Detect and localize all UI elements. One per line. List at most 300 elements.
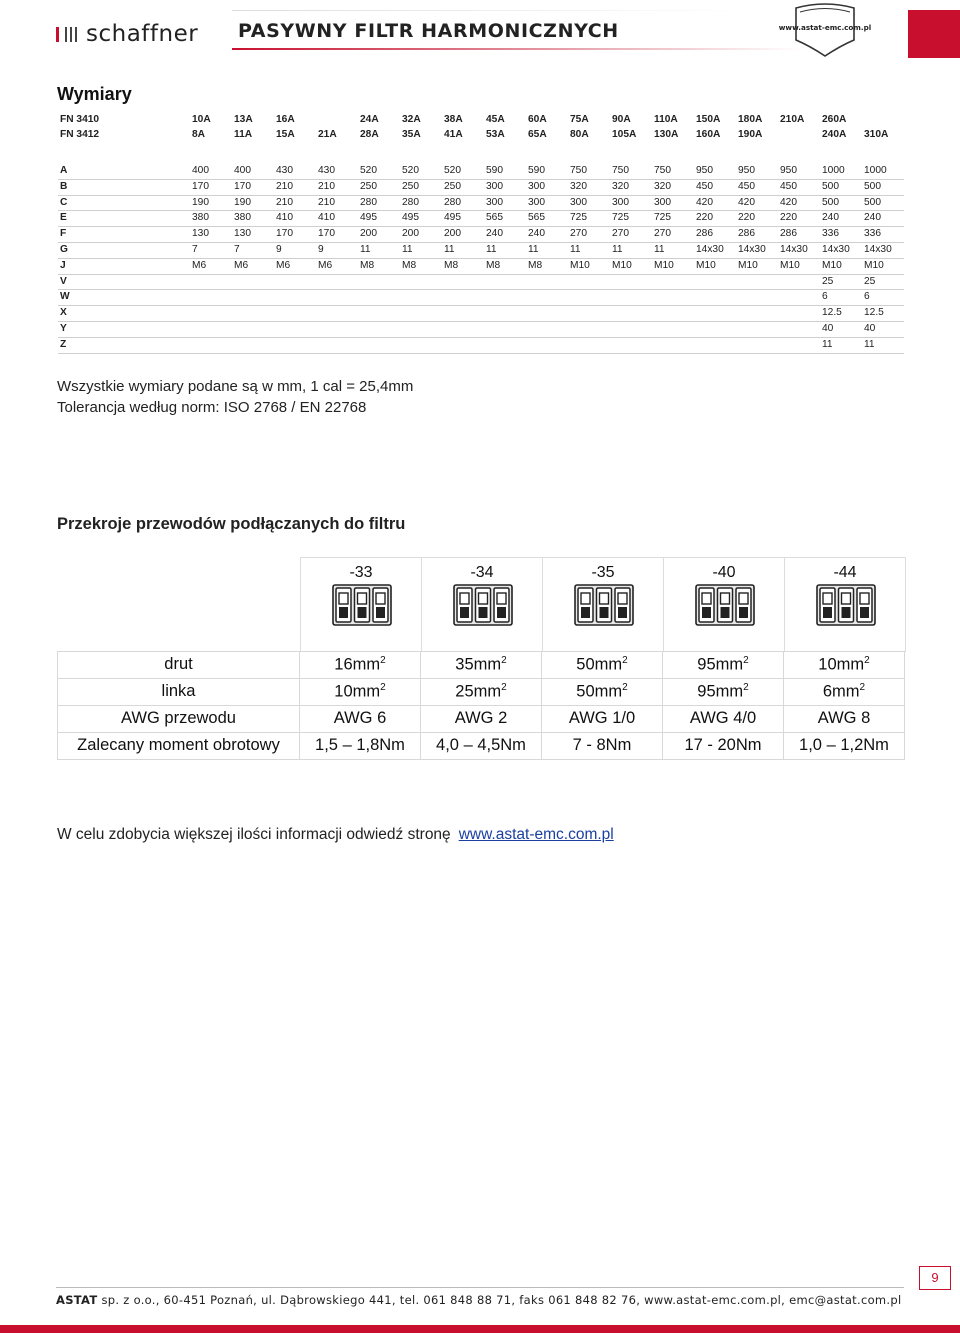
dimension-value <box>652 337 694 353</box>
dimension-value: 12.5 <box>820 306 862 322</box>
value-text: 4,0 – 4,5Nm <box>436 736 526 754</box>
dimension-value: 286 <box>736 227 778 243</box>
dimension-value: M10 <box>568 258 610 274</box>
dimension-value: 14x30 <box>694 242 736 258</box>
terminal-type-cell <box>421 557 542 652</box>
value-text: 16mm <box>334 655 381 674</box>
footer-details: sp. z o.o., 60-451 Poznań, ul. Dąbrowskiego 441, tel. 061 848 88 71, faks 061 848 82 76, www.astat-emc.com.pl, emc@astat.com.pl <box>101 1293 902 1307</box>
dimension-value: M8 <box>400 258 442 274</box>
document-title: PASYWNY FILTR HARMONICZNYCH <box>238 20 619 42</box>
terminal-type-cell <box>663 557 784 652</box>
unit-superscript: 2 <box>501 655 507 666</box>
dimension-value: 450 <box>694 179 736 195</box>
cross-section-value <box>784 706 905 733</box>
dimension-value <box>274 290 316 306</box>
dimension-value <box>358 274 400 290</box>
current-rating <box>316 112 358 127</box>
dimension-value: 520 <box>400 164 442 179</box>
dimension-value: 200 <box>358 227 400 243</box>
unit-superscript: 2 <box>501 682 507 693</box>
dimension-value: 220 <box>778 211 820 227</box>
dimension-value <box>526 290 568 306</box>
badge-text: www.astat-emc.com.pl <box>778 23 872 32</box>
dimension-value: 11 <box>526 242 568 258</box>
dimension-label: J <box>58 258 190 274</box>
current-rating: 240A <box>822 129 847 140</box>
dimension-label: C <box>58 195 190 211</box>
value-text: AWG 6 <box>333 709 387 727</box>
more-info-text: W celu zdobycia większej ilości informacji odwiedź stronę <box>57 826 451 843</box>
cross-section-value <box>300 706 421 733</box>
dimension-value <box>484 306 526 322</box>
dimension-value <box>484 337 526 353</box>
dimensions-table <box>58 112 904 354</box>
dimension-value: M8 <box>484 258 526 274</box>
model-header-row <box>58 127 904 142</box>
cross-section-value <box>421 706 542 733</box>
value-text: 35mm <box>455 655 502 674</box>
dimension-value <box>778 290 820 306</box>
dimension-value: 280 <box>358 195 400 211</box>
unit-superscript: 2 <box>622 655 628 666</box>
terminal-type-cell <box>784 557 906 652</box>
dimension-value <box>568 306 610 322</box>
cross-section-value <box>784 733 905 760</box>
row-label: linka <box>58 679 300 706</box>
current-rating: 38A <box>444 114 463 125</box>
dimension-value: 565 <box>526 211 568 227</box>
dimension-value: 240 <box>820 211 862 227</box>
value-text: 10mm <box>334 682 381 701</box>
value-text: AWG 1/0 <box>568 709 636 727</box>
cross-section-value <box>300 733 421 760</box>
dimension-value <box>484 290 526 306</box>
dimension-value <box>316 337 358 353</box>
unit-superscript: 2 <box>743 682 749 693</box>
dimension-value: 6 <box>862 290 904 306</box>
dimension-value <box>610 337 652 353</box>
cross-section-row <box>58 652 905 679</box>
dimension-label: Z <box>58 337 190 353</box>
dimension-value <box>190 337 232 353</box>
dimension-value <box>652 321 694 337</box>
dimension-value <box>316 274 358 290</box>
dimension-value: 336 <box>862 227 904 243</box>
dimension-value: M10 <box>862 258 904 274</box>
dimension-value: 210 <box>274 195 316 211</box>
dimension-value: 130 <box>232 227 274 243</box>
dimension-value: 495 <box>400 211 442 227</box>
dimension-row <box>58 274 904 290</box>
dimension-value: 170 <box>274 227 316 243</box>
current-rating: 190A <box>738 129 763 140</box>
dimension-value: 380 <box>190 211 232 227</box>
dimension-value <box>358 290 400 306</box>
dimension-value: 500 <box>862 195 904 211</box>
dimension-value: M10 <box>820 258 862 274</box>
terminal-type-label: -33 <box>349 564 373 581</box>
dimension-value <box>568 321 610 337</box>
cross-section-value <box>784 679 905 706</box>
cross-section-value <box>663 679 784 706</box>
dimension-value: 12.5 <box>862 306 904 322</box>
dimension-value: 420 <box>736 195 778 211</box>
dimension-value: 725 <box>610 211 652 227</box>
dimension-value: 430 <box>316 164 358 179</box>
cross-section-value <box>421 679 542 706</box>
dimension-label: W <box>58 290 190 306</box>
dimension-value: 6 <box>820 290 862 306</box>
current-rating: 65A <box>528 129 547 140</box>
dimension-value: 25 <box>862 274 904 290</box>
unit-superscript: 2 <box>622 682 628 693</box>
unit-superscript: 2 <box>864 655 870 666</box>
dimension-value: 300 <box>610 195 652 211</box>
dimension-value <box>736 321 778 337</box>
cross-section-value <box>421 652 542 679</box>
dimension-value <box>400 337 442 353</box>
current-rating: 150A <box>696 114 721 125</box>
current-rating: 8A <box>192 129 206 140</box>
dimension-value <box>736 290 778 306</box>
dimension-row <box>58 258 904 274</box>
terminal-types-grid <box>300 557 904 651</box>
current-rating: 32A <box>402 114 421 125</box>
terminal-block-icon <box>695 584 755 626</box>
value-text: 6mm <box>822 682 860 701</box>
value-text: 50mm <box>576 682 623 701</box>
model-header-row <box>58 112 904 127</box>
dimension-value: 170 <box>232 179 274 195</box>
current-rating <box>778 127 820 142</box>
dimension-value <box>526 306 568 322</box>
dimension-value: 240 <box>484 227 526 243</box>
current-rating: 310A <box>864 129 889 140</box>
terminal-type-label: -34 <box>470 564 494 581</box>
schaffner-logo <box>56 22 198 46</box>
dimension-value <box>694 290 736 306</box>
dimension-value: 725 <box>652 211 694 227</box>
dimension-value: 280 <box>442 195 484 211</box>
dimension-value: 336 <box>820 227 862 243</box>
value-text: 10mm <box>818 655 865 674</box>
dimension-value: 170 <box>190 179 232 195</box>
dimension-value <box>442 337 484 353</box>
cross-section-value <box>784 652 905 679</box>
dimension-label: Y <box>58 321 190 337</box>
dimension-value <box>274 321 316 337</box>
dimension-value <box>274 274 316 290</box>
dimension-label: B <box>58 179 190 195</box>
dimension-value: 500 <box>820 195 862 211</box>
dimension-value: 130 <box>190 227 232 243</box>
value-text: AWG 4/0 <box>689 709 757 727</box>
value-text: 95mm <box>697 682 744 701</box>
dimension-value: 200 <box>400 227 442 243</box>
unit-superscript: 2 <box>743 655 749 666</box>
dimension-value <box>316 290 358 306</box>
dimension-value: 14x30 <box>862 242 904 258</box>
terminal-type-label: -44 <box>833 564 857 581</box>
cross-section-table <box>57 651 905 760</box>
dimension-value: 250 <box>358 179 400 195</box>
dimension-value: 320 <box>652 179 694 195</box>
dimension-value <box>190 274 232 290</box>
cross-section-value <box>542 706 663 733</box>
dimension-value <box>778 337 820 353</box>
dimension-value <box>442 274 484 290</box>
cross-section-value <box>663 706 784 733</box>
dimension-label: V <box>58 274 190 290</box>
dimension-value: 210 <box>316 195 358 211</box>
footer-rule <box>56 1287 904 1288</box>
dimension-value: 280 <box>400 195 442 211</box>
dimension-value <box>526 337 568 353</box>
dimension-value: 725 <box>568 211 610 227</box>
dimension-value: 495 <box>442 211 484 227</box>
value-text: 17 - 20Nm <box>684 736 762 754</box>
dimension-value: 750 <box>568 164 610 179</box>
units-note: Wszystkie wymiary podane są w mm, 1 cal = 25,4mm <box>57 378 414 395</box>
dimension-value <box>568 274 610 290</box>
dimension-value: 200 <box>442 227 484 243</box>
dimension-value <box>190 290 232 306</box>
current-rating: 24A <box>360 114 379 125</box>
dimension-value: 410 <box>274 211 316 227</box>
dimension-value: 590 <box>526 164 568 179</box>
dimension-value: 190 <box>232 195 274 211</box>
current-rating: 11A <box>234 129 253 140</box>
dimension-value <box>568 290 610 306</box>
dimension-value: 250 <box>442 179 484 195</box>
dimension-row <box>58 337 904 353</box>
dimension-value: 300 <box>484 195 526 211</box>
dimension-value <box>442 306 484 322</box>
dimension-value: 190 <box>190 195 232 211</box>
terminal-block-icon <box>574 584 634 626</box>
dimension-value <box>190 321 232 337</box>
dimension-value <box>526 274 568 290</box>
dimension-value: 14x30 <box>736 242 778 258</box>
dimension-value <box>484 274 526 290</box>
dimension-value <box>400 321 442 337</box>
dimension-value: 270 <box>568 227 610 243</box>
value-text: 25mm <box>455 682 502 701</box>
brand-name: schaffner <box>86 21 199 47</box>
dimension-value <box>358 337 400 353</box>
dimension-label: F <box>58 227 190 243</box>
dimension-value: 520 <box>442 164 484 179</box>
dimension-value: 1000 <box>862 164 904 179</box>
dimension-value: 420 <box>778 195 820 211</box>
model-name: FN 3412 <box>60 129 100 140</box>
dimension-value <box>610 290 652 306</box>
dimension-value: 300 <box>652 195 694 211</box>
dimension-row <box>58 179 904 195</box>
dimension-value: 170 <box>316 227 358 243</box>
current-rating: 160A <box>696 129 721 140</box>
terminal-type-cell <box>542 557 663 652</box>
dimension-value: 565 <box>484 211 526 227</box>
dimension-value: 500 <box>862 179 904 195</box>
current-rating: 35A <box>402 129 421 140</box>
value-text: 1,0 – 1,2Nm <box>799 736 889 754</box>
value-text: 1,5 – 1,8Nm <box>315 736 405 754</box>
page-header <box>0 0 960 62</box>
terminal-block-icon <box>332 584 392 626</box>
dimension-value: 9 <box>274 242 316 258</box>
dimension-value: 11 <box>568 242 610 258</box>
dimension-value <box>274 337 316 353</box>
cross-section-row <box>58 706 905 733</box>
more-info <box>57 826 614 844</box>
current-rating: 60A <box>528 114 547 125</box>
dimension-value <box>232 274 274 290</box>
dimension-value: 320 <box>610 179 652 195</box>
dimension-value: 420 <box>694 195 736 211</box>
current-rating: 80A <box>570 129 589 140</box>
dimension-value: 210 <box>316 179 358 195</box>
dimension-row <box>58 227 904 243</box>
cross-section-value <box>663 652 784 679</box>
dimension-value: 14x30 <box>778 242 820 258</box>
dimension-value <box>694 274 736 290</box>
dimension-value <box>778 321 820 337</box>
astat-badge-icon <box>778 2 872 57</box>
dimension-value: 9 <box>316 242 358 258</box>
dimension-value <box>736 337 778 353</box>
dimension-value <box>694 337 736 353</box>
dimension-value: 300 <box>568 195 610 211</box>
dimension-label: E <box>58 211 190 227</box>
dimension-value <box>610 306 652 322</box>
dimension-value: M10 <box>736 258 778 274</box>
dimension-value: 1000 <box>820 164 862 179</box>
dimension-value: 500 <box>820 179 862 195</box>
dimensions-title: Wymiary <box>57 84 132 104</box>
tolerance-note: Tolerancja według norm: ISO 2768 / EN 22768 <box>57 399 367 416</box>
dimension-row <box>58 164 904 179</box>
dimension-value: 11 <box>400 242 442 258</box>
dimension-value: M10 <box>652 258 694 274</box>
dimension-value <box>778 274 820 290</box>
value-text: 7 - 8Nm <box>572 736 632 754</box>
dimension-value: 220 <box>736 211 778 227</box>
dimension-value: 380 <box>232 211 274 227</box>
logo-bars-icon <box>56 27 80 42</box>
footer-red-bar <box>0 1325 960 1333</box>
unit-superscript: 2 <box>380 682 386 693</box>
dimension-value: 270 <box>610 227 652 243</box>
cross-section-value <box>300 679 421 706</box>
dimension-value <box>232 321 274 337</box>
cross-section-value <box>663 733 784 760</box>
dimension-value: 300 <box>526 195 568 211</box>
dimension-value <box>358 306 400 322</box>
dimension-row <box>58 290 904 306</box>
dimension-value <box>568 337 610 353</box>
current-rating: 110A <box>654 114 678 125</box>
website-link[interactable]: www.astat-emc.com.pl <box>458 826 614 843</box>
dimension-value <box>232 290 274 306</box>
unit-superscript: 2 <box>380 655 386 666</box>
dimension-value <box>232 337 274 353</box>
value-text: AWG 2 <box>454 709 508 727</box>
current-rating: 180A <box>738 114 763 125</box>
current-rating <box>862 112 904 127</box>
row-label: AWG przewodu <box>58 706 300 733</box>
dimension-value: 750 <box>610 164 652 179</box>
dimension-value <box>484 321 526 337</box>
cross-section-value <box>300 652 421 679</box>
dimension-value: 11 <box>862 337 904 353</box>
dimension-value: 250 <box>400 179 442 195</box>
current-rating: 210A <box>780 114 805 125</box>
footer-company: ASTAT <box>56 1293 98 1307</box>
current-rating: 10A <box>192 114 211 125</box>
cross-section-value <box>542 679 663 706</box>
dimension-value: 220 <box>694 211 736 227</box>
current-rating: 45A <box>486 114 505 125</box>
dimension-value: 11 <box>442 242 484 258</box>
dimension-value: 11 <box>358 242 400 258</box>
dimension-value: 300 <box>484 179 526 195</box>
dimension-value: 430 <box>274 164 316 179</box>
dimension-value: 7 <box>190 242 232 258</box>
dimension-value: M8 <box>358 258 400 274</box>
page-number: 9 <box>919 1266 951 1290</box>
current-rating: 90A <box>612 114 631 125</box>
dimension-value: 11 <box>484 242 526 258</box>
dimension-label: A <box>58 164 190 179</box>
dimension-value: M6 <box>316 258 358 274</box>
dimension-value <box>190 306 232 322</box>
value-text: 50mm <box>576 655 623 674</box>
dimension-value <box>736 306 778 322</box>
terminal-type-cell <box>300 557 421 652</box>
cross-section-value <box>421 733 542 760</box>
dimension-value: 400 <box>232 164 274 179</box>
current-rating: 28A <box>360 129 379 140</box>
dimension-value: 240 <box>526 227 568 243</box>
dimension-row <box>58 195 904 211</box>
dimension-row <box>58 211 904 227</box>
dimension-value: M10 <box>778 258 820 274</box>
current-rating: 75A <box>570 114 589 125</box>
current-rating: 41A <box>444 129 463 140</box>
model-name: FN 3410 <box>60 114 100 125</box>
dimension-value: 950 <box>694 164 736 179</box>
dimension-value <box>736 274 778 290</box>
dimension-value <box>526 321 568 337</box>
dimension-label: G <box>58 242 190 258</box>
unit-superscript: 2 <box>859 682 866 693</box>
current-rating: 16A <box>276 114 295 125</box>
dimension-value <box>610 274 652 290</box>
value-text: AWG 8 <box>817 709 871 727</box>
dimension-value: 11 <box>652 242 694 258</box>
header-top-rule <box>232 10 752 11</box>
dimension-row <box>58 242 904 258</box>
dimension-value: M10 <box>694 258 736 274</box>
dimension-value: 400 <box>190 164 232 179</box>
footer-address <box>56 1293 901 1307</box>
dimension-value <box>400 306 442 322</box>
dimension-value <box>652 290 694 306</box>
dimension-value: 300 <box>526 179 568 195</box>
dimension-value: 210 <box>274 179 316 195</box>
dimension-value <box>442 290 484 306</box>
